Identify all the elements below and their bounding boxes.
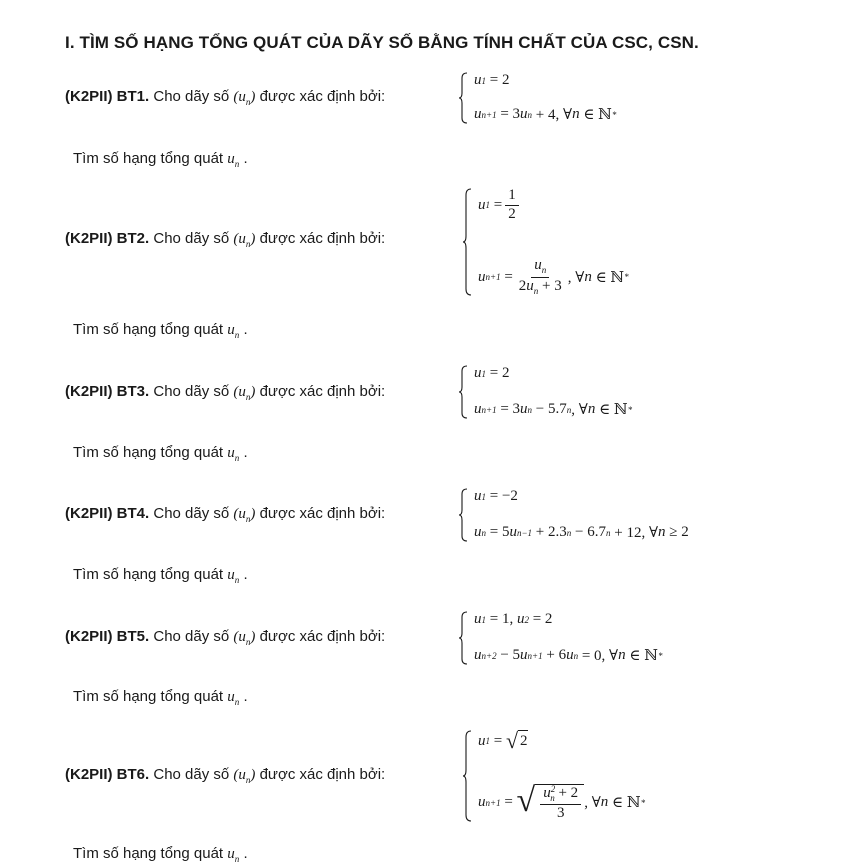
intro-text: Cho dãy số [153, 505, 230, 522]
defined-by-text: được xác định bởi: [259, 230, 386, 247]
exercise-1-statement: (K2PII) BT1. Cho dãy số $(u_n)$ được xác định bởi: [65, 88, 386, 107]
exercise-4-statement: (K2PII) BT4. Cho dãy số $(u_n)$ được xác định bởi: [65, 505, 386, 524]
defined-by-text: được xác định bởi: [259, 383, 386, 400]
exercise-6-system: u 1 = √ 2 u n+1 = √ $\frac{u^2_n + 2}{3}$ , ∀ n ∈ ℕ * [462, 730, 645, 822]
exercise-label: (K2PII) BT1. [65, 88, 150, 105]
intro-text: Cho dãy số [153, 628, 230, 645]
intro-text: Cho dãy số [153, 88, 230, 105]
exercise-2-statement: (K2PII) BT2. Cho dãy số $(u_n)$ được xác định bởi: [65, 230, 386, 249]
exercise-1-question: Tìm số hạng tổng quát $u_n$ . [73, 150, 248, 169]
exercise-3-question: Tìm số hạng tổng quát $u_n$ . [73, 444, 248, 463]
defined-by-text: được xác định bởi: [259, 628, 386, 645]
exercise-5-system: u 1 = 1, u 2 = 2 u n+2 − 5 u n+1 + 6 u n = 0, ∀ n ∈ ℕ * [458, 611, 662, 665]
intro-text: Cho dãy số [153, 766, 230, 783]
exercise-label: (K2PII) BT3. [65, 383, 150, 400]
defined-by-text: được xác định bởi: [259, 766, 386, 783]
exercise-6-statement: (K2PII) BT6. Cho dãy số $(u_n)$ được xác định bởi: [65, 766, 386, 785]
exercise-5-statement: (K2PII) BT5. Cho dãy số $(u_n)$ được xác định bởi: [65, 628, 386, 647]
defined-by-text: được xác định bởi: [259, 88, 386, 105]
exercise-1-system: u 1 = 2 u n+1 = 3 u n + 4, ∀ n ∈ ℕ * [458, 72, 616, 124]
exercise-2-question: Tìm số hạng tổng quát $u_n$ . [73, 321, 248, 340]
exercise-label: (K2PII) BT5. [65, 628, 150, 645]
exercise-4-system: u 1 = −2 u n = 5 u n−1 + 2.3 n − 6.7 n + 12, ∀ n ≥ 2 [458, 488, 689, 542]
intro-text: Cho dãy số [153, 230, 230, 247]
exercise-6-question: Tìm số hạng tổng quát $u_n$ . [73, 845, 248, 864]
defined-by-text: được xác định bởi: [259, 505, 386, 522]
intro-text: Cho dãy số [153, 383, 230, 400]
exercise-5-question: Tìm số hạng tổng quát $u_n$ . [73, 688, 248, 707]
exercise-2-system: u 1 = $\frac{1}{2}$ u n+1 = $\frac{u_n}{2u_n + 3}$ , ∀ n ∈ ℕ * [462, 188, 629, 296]
exercise-label: (K2PII) BT6. [65, 766, 150, 783]
exercise-3-statement: (K2PII) BT3. Cho dãy số $(u_n)$ được xác định bởi: [65, 383, 386, 402]
exercise-3-system: u 1 = 2 u n+1 = 3 u n − 5.7 n , ∀ n ∈ ℕ * [458, 365, 632, 419]
exercise-label: (K2PII) BT2. [65, 230, 150, 247]
exercise-4-question: Tìm số hạng tổng quát $u_n$ . [73, 566, 248, 585]
section-title: I. TÌM SỐ HẠNG TỔNG QUÁT CỦA DÃY SỐ BẰNG TÍNH CHẤT CỦA CSC, CSN. [65, 33, 699, 52]
exercise-label: (K2PII) BT4. [65, 505, 150, 522]
